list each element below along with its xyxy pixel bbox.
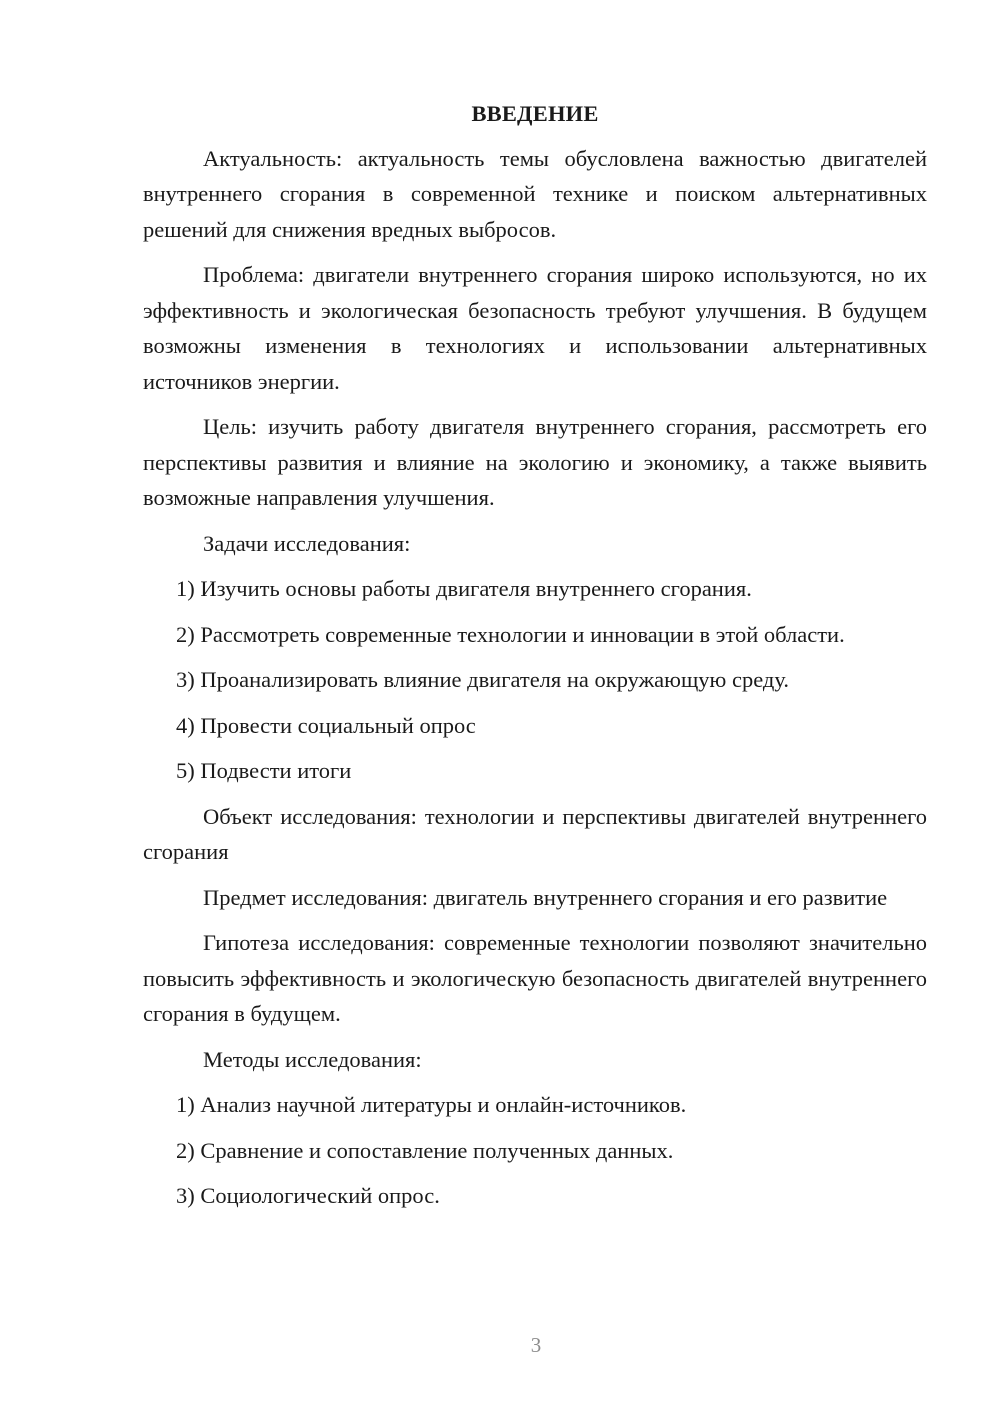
- tasks-list: [143, 571, 927, 789]
- list-item: 1) Изучить основы работы двигателя внутреннего сгорания.: [176, 576, 752, 601]
- page-number: 3: [530, 1333, 542, 1357]
- list-item: 1) Анализ научной литературы и онлайн-источников.: [176, 1092, 687, 1117]
- goal-paragraph: Цель: изучить работу двигателя внутреннего сгорания, рассмотреть его перспективы развития и влияние на экологию и экономику, а также выявить возможные направления улучшения.: [143, 414, 927, 510]
- list-item: 2) Сравнение и сопоставление полученных данных.: [176, 1137, 674, 1163]
- object-paragraph: Объект исследования: технологии и перспективы двигателей внутреннего сгорания: [143, 803, 927, 864]
- problem-paragraph: Проблема: двигатели внутреннего сгорания широко используются, но их эффективность и экологическая безопасность требуют улучшения. В будущем возможны изменения в технологиях и использовании альтернативных источников энергии.: [143, 262, 927, 394]
- document-body: [143, 96, 927, 1224]
- list-item: 4) Провести социальный опрос: [176, 712, 476, 738]
- subject-paragraph: Предмет исследования: двигатель внутреннего сгорания и его развитие: [203, 884, 888, 910]
- tasks-heading: Задачи исследования:: [203, 530, 411, 556]
- list-item: 5) Подвести итоги: [176, 758, 352, 783]
- list-item: 3) Социологический опрос.: [176, 1183, 440, 1208]
- page-title: ВВЕДЕНИЕ: [471, 101, 599, 126]
- methods-heading: Методы исследования:: [203, 1046, 422, 1072]
- hypothesis-paragraph: Гипотеза исследования: современные технологии позволяют значительно повысить эффективность и экологическую безопасность двигателей внутреннего сгорания в будущем.: [143, 930, 927, 1026]
- list-item: 2) Рассмотреть современные технологии и инновации в этой области.: [176, 621, 845, 647]
- methods-list: [143, 1087, 927, 1214]
- list-item: 3) Проанализировать влияние двигателя на окружающую среду.: [176, 667, 789, 692]
- relevance-paragraph: Актуальность: актуальность темы обусловлена важностью двигателей внутреннего сгорания в современной технике и поиском альтернативных решений для снижения вредных выбросов.: [143, 145, 927, 242]
